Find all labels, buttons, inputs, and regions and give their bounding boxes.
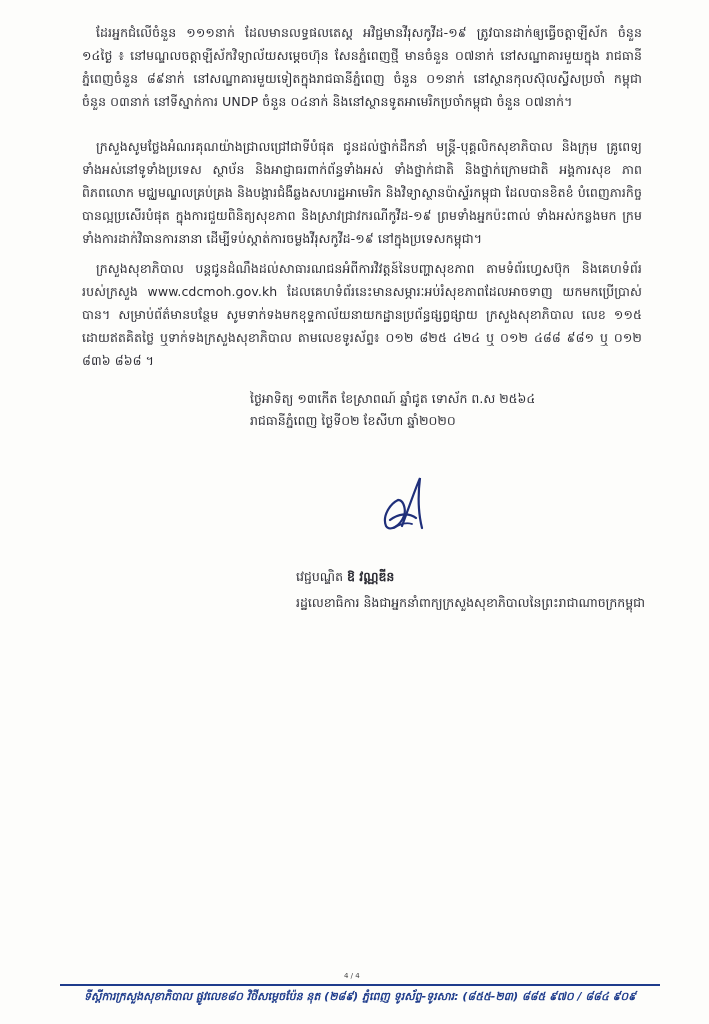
footer-divider	[60, 984, 660, 986]
body-paragraph-2: ក្រសួងសូមថ្លែងអំណរគុណយ៉ាងជ្រាលជ្រៅជាទីបំផុត ជូនដល់ថ្នាក់ដឹកនាំ មន្ត្រី-បុគ្គលិកសុខាភិបាល និងក្រុម គ្រូពេទ្យទាំងអស់នៅទូទាំងប្រទេស ស្ថាប័ន និងអាជ្ញាធរពាក់ព័ន្ធទាំងអស់ ទាំងថ្នាក់ជាតិ និងថ្នាក់ក្រោមជាតិ អង្គការសុខ ភាពពិភពលោក មជ្ឈមណ្ឌលគ្រប់គ្រង និងបង្ការជំងឺឆ្លងសហរដ្ឋអាមេរិក និងវិទ្យាស្ថានប៉ាស្ទ័រកម្ពុជា ដែលបានខិតខំ បំពេញភារកិច្ចបានល្អប្រសើរបំផុត ក្នុងការជួយពិនិត្យសុខភាព និងស្រាវជ្រាវករណីកូវីដ-១៩ ព្រមទាំងអ្នកប៉ះពាល់ ទាំងអស់កន្លងមក ក្រមទាំងការដាក់វិធានការនានា ដើម្បីទប់ស្កាត់ការចម្លងវីរុសកូវីដ-១៩ នៅក្នុងប្រទេសកម្ពុជា។	[82, 138, 642, 246]
signer-position: រដ្ឋលេខាធិការ និងជាអ្នកនាំពាក្យក្រសួងសុខាភិបាលនៃព្រះរាជាណាចក្រកម្ពុជា	[296, 595, 646, 610]
solar-date: រាជធានីភ្នំពេញ ថ្ងៃទី០២ ខែសីហា ឆ្នាំ២០២០	[250, 413, 456, 428]
page-number: 4 / 4	[344, 972, 360, 980]
handwritten-signature	[368, 470, 438, 540]
footer-address: ទីស្តីការក្រសួងសុខាភិបាល ផ្លូវលេខ៨០ វិថីសម្តេចប៉ែន នុត (២៨៩) ភ្នំពេញ ទូរស័ព្ទ-ទូរសារ: (៨៥៥-២៣) ៨៨៥ ៩៧០ / ៨៨៤ ៩០៩	[84, 990, 636, 1003]
lunar-date: ថ្ងៃអាទិត្យ ១៣កើត ខែស្រាពណ៍ ឆ្នាំជូត ទោស័ក ព.ស ២៥៦៤	[250, 391, 536, 406]
signer-name-line	[296, 564, 676, 590]
signer-name: ឱ វណ្ណឌីន	[346, 569, 395, 584]
date-block	[250, 388, 550, 432]
body-paragraph-1: ដែរអ្នកជំលើចំនួន ១១១នាក់ ដែលមានលទ្ធផលតេស្ត អវិជ្ជមានវីរុសកូវីដ-១៩ ត្រូវបានដាក់ឲ្យធ្វើចត្តាឡីស័ក ចំនួន ១៤ថ្ងៃ ៖ នៅមណ្ឌលចត្តាឡីស័កវិទ្យាល័យសម្តេចហ៊ុន សែនភ្នំពេញថ្មី មានចំនួន ០៧នាក់ នៅសណ្ឋាគារមួយក្នុង រាជធានីភ្នំពេញចំនួន ៨៩នាក់ នៅសណ្ឋាគារមួយទៀតក្នុងរាជធានីភ្នំពេញ ចំនួន ០១នាក់ នៅស្ថានកុលស៊ុលស្វីសប្រចាំ កម្ពុជា ចំនួន ០៣នាក់ នៅទីស្នាក់ការ UNDP ចំនួន ០៤នាក់ និងនៅស្ថានទូតអាមេរិកប្រចាំកម្ពុជា ចំនួន ០៧នាក់។	[82, 24, 642, 109]
body-paragraph-3: ក្រសួងសុខាភិបាល បន្តជូនដំណឹងដល់សាធារណជនអំពីការវិវត្តន៍នៃបញ្ហាសុខភាព តាមទំព័រហ្វេសប៊ុក និងគេហទំព័ររបស់ក្រសួង www.cdcmoh.gov.kh ដែលគេហទំព័រនេះមានសម្ភារៈអប់រំសុខភាពដែលអាចទាញ យកមកប្រើប្រាស់បាន។ សម្រាប់ព័ត៌មានបន្ថែម សូមទាក់ទងមកខុទ្ទកាល័យនាយកដ្ឋានប្រព័ន្ធផ្សព្វផ្សាយ ក្រសួងសុខាភិបាល លេខ ១១៥ ដោយឥតគិតថ្លៃ ឬទាក់ទងក្រសួងសុខាភិបាល តាមលេខទូរស័ព្ទ៖ ០១២ ៨២៥ ៤២៤ ឬ ០១២ ៤៨៨ ៩៨១ ឬ ០១២ ៨៣៦ ៨៦៨ ។	[82, 260, 642, 368]
signer-block	[296, 564, 676, 616]
signer-title-prefix: វេជ្ជបណ្ឌិត	[296, 569, 343, 584]
